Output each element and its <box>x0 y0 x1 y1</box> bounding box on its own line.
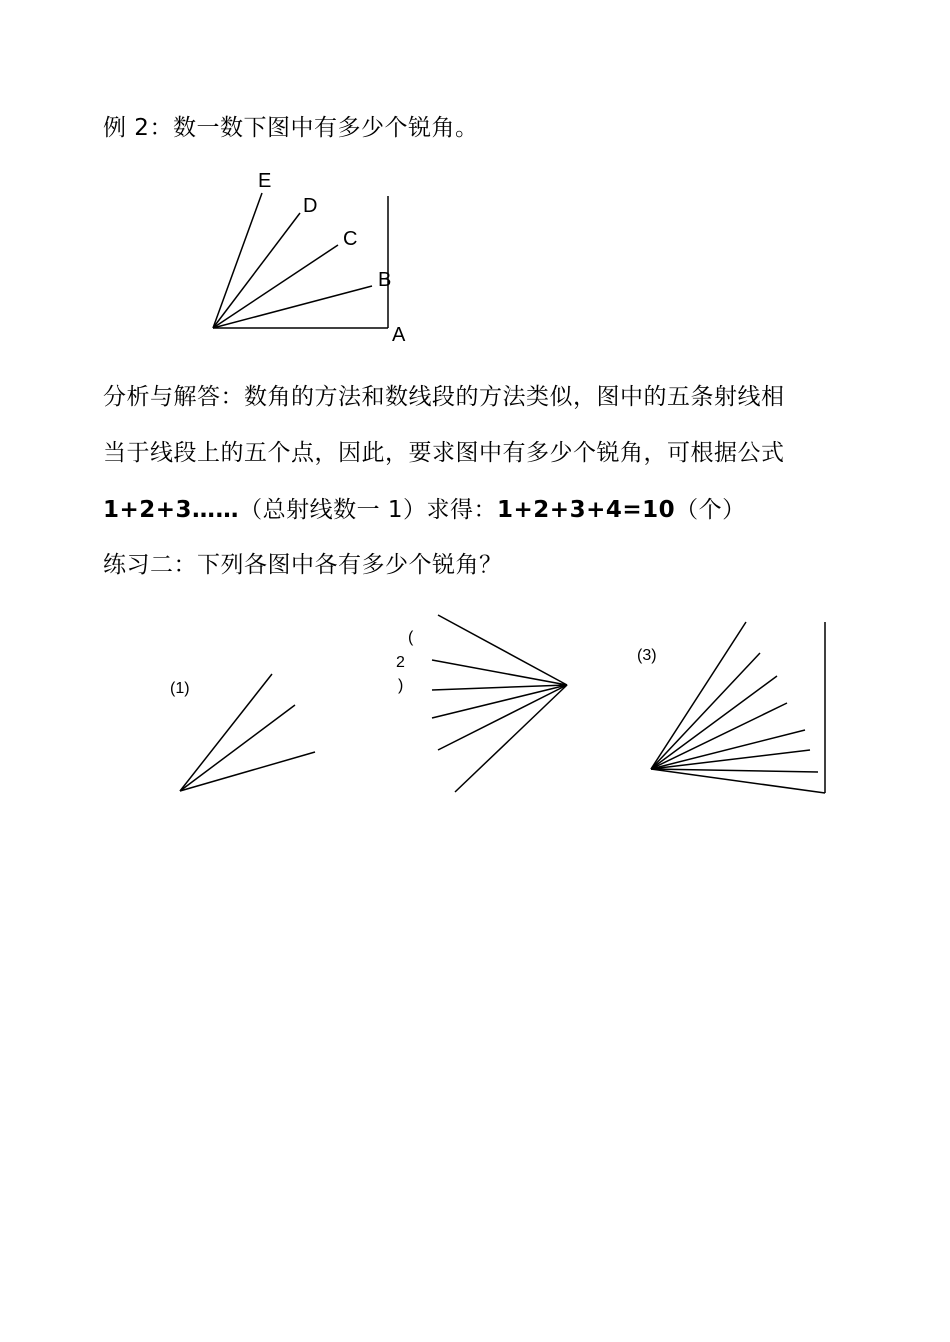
figure-3-label: (3) <box>637 647 657 664</box>
practice-title: 练习二：下列各图中各有多少个锐角？ <box>103 552 503 578</box>
figure-2-label-close: ) <box>398 677 404 694</box>
figure-1-label: (1) <box>170 680 190 697</box>
formula-unit: （个） <box>675 497 746 523</box>
analysis-line-1: 分析与解答：数角的方法和数线段的方法类似，图中的五条射线相 <box>103 384 785 410</box>
label-d: D <box>303 195 318 217</box>
practice-figure-3 <box>651 622 825 793</box>
figure-2-label-num: 2 <box>396 654 405 671</box>
analysis-line-2: 当于线段上的五个点，因此，要求图中有多少个锐角，可根据公式 <box>103 440 785 466</box>
example-title: 例 2：数一数下图中有多少个锐角。 <box>103 115 479 141</box>
formula-note: （总射线数一 1）求得： <box>239 497 498 523</box>
analysis-line-3 <box>103 495 746 525</box>
figure-2-label-open: ( <box>408 629 414 646</box>
ray-b <box>213 286 372 328</box>
ray-d <box>213 213 300 328</box>
formula-result: 1+2+3+4=10 <box>497 497 676 523</box>
ray-e <box>213 193 262 328</box>
practice-figure-1 <box>180 674 315 791</box>
example-angle-figure <box>213 193 388 328</box>
ray-c <box>213 245 338 328</box>
label-c: C <box>343 228 358 250</box>
label-a: A <box>392 324 406 346</box>
practice-figure-2 <box>432 615 567 792</box>
formula-series: 1+2+3…… <box>103 497 240 523</box>
label-e: E <box>258 170 272 192</box>
label-b: B <box>378 269 392 291</box>
